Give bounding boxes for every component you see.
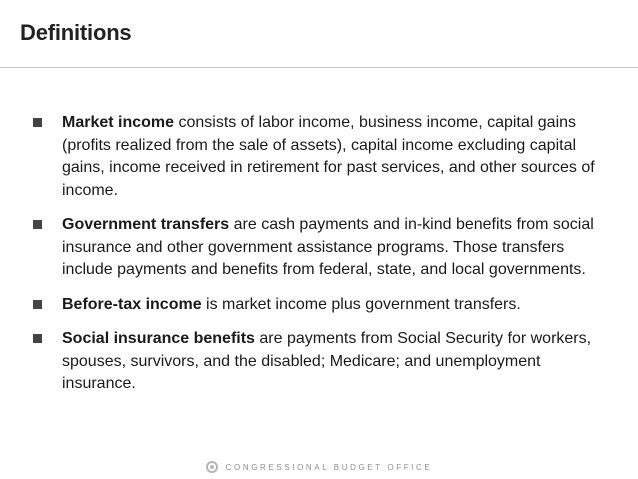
slide-footer <box>0 458 638 476</box>
square-bullet-icon <box>33 300 42 309</box>
slide-header <box>0 0 638 68</box>
footer-org-name: CONGRESSIONAL BUDGET OFFICE <box>225 462 433 472</box>
definition-text: consists of labor income, business income, capital gains (profits realized from the sale of assets), capital income excluding capital gains, income received in retirement for past services, and other sources of income. <box>62 114 595 199</box>
list-item <box>30 214 615 282</box>
square-bullet-icon <box>33 334 42 343</box>
definitions-list <box>30 112 615 408</box>
definition-term: Market income <box>62 114 175 131</box>
definition-text: are payments from Social Security for workers, spouses, survivors, and the disabled; Medicare; and unemployment insurance. <box>62 330 592 392</box>
definition-text: are cash payments and in-kind benefits from social insurance and other government assistance programs. Those transfers include payments and benefits from federal, state, and local governments. <box>62 216 594 278</box>
list-item <box>30 294 615 317</box>
page-title: Definitions <box>20 20 132 45</box>
square-bullet-icon <box>33 118 42 127</box>
list-item <box>30 112 615 202</box>
list-item <box>30 328 615 396</box>
definition-term: Government transfers <box>62 216 230 233</box>
definition-text: is market income plus government transfers. <box>201 295 521 313</box>
square-bullet-icon <box>33 220 42 229</box>
definition-term: Before-tax income <box>62 295 202 313</box>
cbo-logo-icon <box>206 461 218 473</box>
definition-term: Social insurance benefits <box>62 330 255 347</box>
